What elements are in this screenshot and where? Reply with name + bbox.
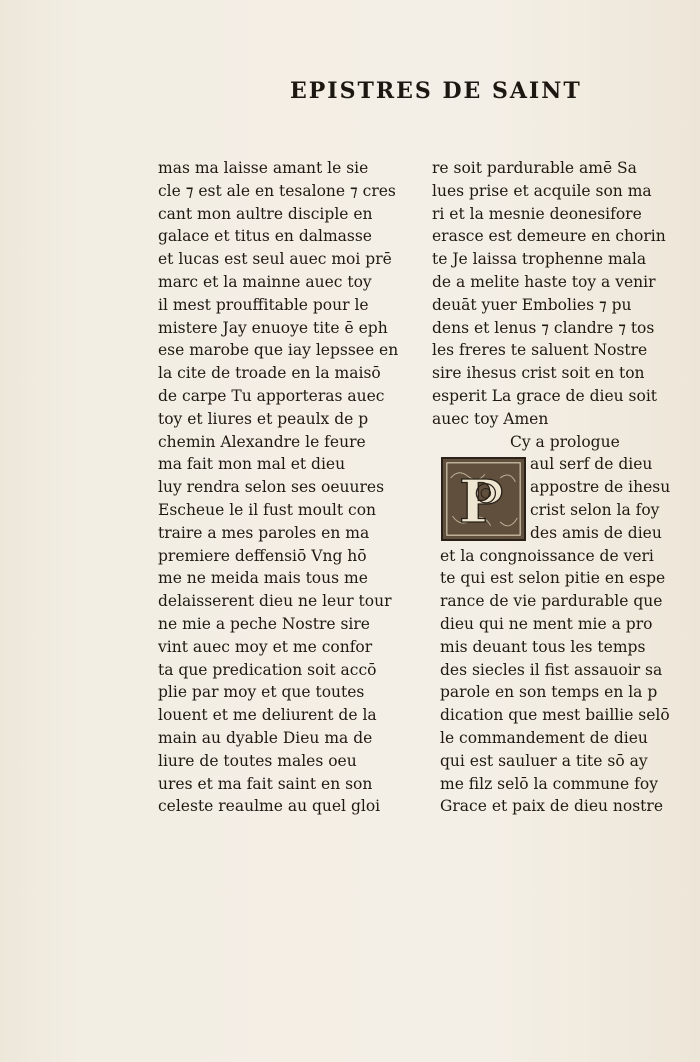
text-line: lues prise et acquile son ma bbox=[432, 181, 652, 200]
text-line: me filz selō la commune foy bbox=[440, 774, 658, 793]
text-line: ures et ma fait saint en son bbox=[158, 774, 373, 793]
text-line: mas ma laisse amant le sie bbox=[158, 159, 369, 177]
dropcap-block bbox=[432, 453, 680, 544]
text-line: esperit La grace de dieu soit bbox=[432, 386, 658, 405]
text-line: ri et la mesnie deonesifore bbox=[432, 204, 642, 223]
text-line: cle ⁊ est ale en tesalone ⁊ cres bbox=[158, 181, 396, 200]
text-line: crist selon la foy bbox=[530, 500, 660, 519]
text-line: traire a mes paroles en ma bbox=[158, 523, 370, 542]
running-head: EPISTRES DE SAINT bbox=[290, 78, 582, 104]
text-line: appostre de ihesu bbox=[530, 478, 671, 497]
text-line: mis deuant tous les temps bbox=[440, 637, 646, 656]
text-line: ta que predication soit accō bbox=[158, 660, 377, 679]
text-line: galace et titus en dalmasse bbox=[158, 227, 372, 246]
text-line: et lucas est seul auec moi prē bbox=[158, 250, 392, 269]
text-line: te qui est selon pitie en espe bbox=[440, 569, 666, 588]
text-line: de a melite haste toy a venir bbox=[432, 272, 656, 291]
right-column-bottom-text bbox=[432, 545, 680, 819]
text-line: erasce est demeure en chorin bbox=[432, 227, 666, 246]
text-line: dens et lenus ⁊ clandre ⁊ tos bbox=[432, 318, 655, 337]
text-line: main au dyable Dieu ma de bbox=[158, 728, 373, 747]
text-line: de carpe Tu apporteras auec bbox=[158, 386, 385, 405]
text-line: le commandement de dieu bbox=[440, 728, 648, 747]
text-line: dieu qui ne ment mie a pro bbox=[440, 614, 653, 633]
text-line: auec toy Amen bbox=[432, 409, 549, 428]
text-line: delaisserent dieu ne leur tour bbox=[158, 592, 392, 611]
text-line: celeste reaulme au quel gloi bbox=[158, 797, 381, 816]
text-line: marc et la mainne auec toy bbox=[158, 272, 372, 291]
text-line: il mest prouffitable pour le bbox=[158, 295, 369, 314]
text-line: te Je laissa trophenne mala bbox=[432, 250, 647, 269]
text-line: ese marobe que iay lepssee en bbox=[158, 341, 399, 360]
text-line: dication que mest baillie selō bbox=[440, 706, 670, 725]
text-line: chemin Alexandre le feure bbox=[158, 432, 366, 451]
text-line: la cite de troade en la maisō bbox=[158, 364, 381, 383]
initial-glyph: P bbox=[458, 467, 504, 537]
left-text-column bbox=[158, 157, 403, 818]
right-column-top-text bbox=[432, 157, 680, 431]
prologue-heading: Cy a prologue bbox=[510, 432, 620, 451]
text-line: toy et liures et peaulx de p bbox=[158, 409, 369, 428]
text-line: ma fait mon mal et dieu bbox=[158, 455, 346, 474]
right-text-column bbox=[432, 157, 680, 818]
text-line: liure de toutes males oeu bbox=[158, 751, 357, 770]
text-line: Escheue le il fust moult con bbox=[158, 500, 377, 519]
text-line: ne mie a peche Nostre sire bbox=[158, 614, 370, 633]
text-line: vint auec moy et me confor bbox=[158, 637, 373, 656]
text-line: des siecles il fist assauoir sa bbox=[440, 660, 663, 679]
text-line: Grace et paix de dieu nostre bbox=[440, 797, 663, 816]
text-line: les freres te saluent Nostre bbox=[432, 341, 648, 360]
text-line: qui est sauluer a tite sō ay bbox=[440, 751, 648, 770]
text-line: me ne meida mais tous me bbox=[158, 569, 368, 588]
text-line: parole en son temps en la p bbox=[440, 683, 658, 702]
text-line: louent et me deliurent de la bbox=[158, 706, 377, 725]
text-line: re soit pardurable amē Sa bbox=[432, 159, 637, 177]
text-line: mistere Jay enuoye tite ē eph bbox=[158, 318, 388, 337]
text-line: cant mon aultre disciple en bbox=[158, 204, 373, 223]
text-line: deuāt yuer Embolies ⁊ pu bbox=[432, 295, 632, 314]
text-line: des amis de dieu bbox=[530, 523, 662, 542]
text-line: et la congnoissance de veri bbox=[440, 546, 654, 565]
text-line: rance de vie pardurable que bbox=[440, 592, 663, 611]
text-line: aul serf de dieu bbox=[530, 455, 653, 474]
text-line: plie par moy et que toutes bbox=[158, 683, 365, 702]
illuminated-initial-p bbox=[441, 457, 526, 541]
text-line: sire ihesus crist soit en ton bbox=[432, 364, 645, 383]
text-line: premiere deffensiō Vng hō bbox=[158, 546, 367, 565]
text-line: luy rendra selon ses oeuures bbox=[158, 478, 385, 497]
